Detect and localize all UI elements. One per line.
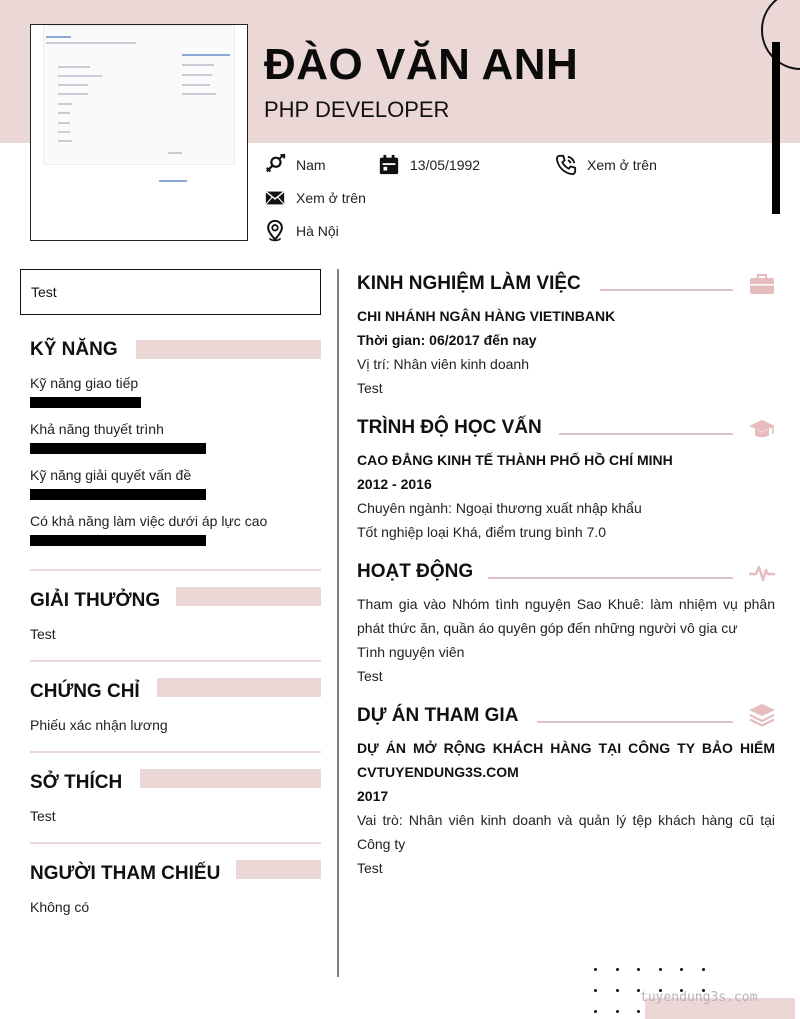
- references-text: Không có: [30, 899, 90, 915]
- decorative-dot: [637, 1010, 640, 1013]
- section-divider: [30, 660, 321, 662]
- hobbies-title-bar: [140, 769, 321, 788]
- awards-text: Test: [30, 626, 56, 642]
- project-name: DỰ ÁN MỞ RỘNG KHÁCH HÀNG TẠI CÔNG TY BẢO HIỂM CVTUYENDUNG3S.COM: [357, 740, 775, 780]
- education-title: TRÌNH ĐỘ HỌC VẤN: [357, 417, 542, 438]
- job-title: PHP DEVELOPER: [264, 97, 450, 122]
- activities-description: Tham gia vào Nhóm tình nguyện Sao Khuê: làm nhiệm vụ phân phát thức ăn, quần áo quyên góp đến những người vô gia cư: [357, 596, 775, 636]
- graduation-cap-icon: [748, 417, 776, 441]
- section-line: [537, 721, 733, 723]
- experience-time: Thời gian: 06/2017 đến nay: [357, 332, 537, 348]
- skill-level-bar: [30, 443, 206, 454]
- phone-icon: [555, 154, 577, 176]
- experience-position: Vị trí: Nhân viên kinh doanh: [357, 356, 529, 372]
- info-phone: [555, 154, 657, 176]
- certificates-title: CHỨNG CHỈ: [30, 681, 150, 703]
- certificates-title-bar: [157, 678, 321, 697]
- briefcase-icon: [748, 272, 776, 296]
- references-title-bar: [236, 860, 321, 879]
- decorative-dot: [616, 968, 619, 971]
- hobbies-text: Test: [30, 808, 56, 824]
- skill-label: Kỹ năng giao tiếp: [30, 375, 139, 391]
- section-line: [600, 289, 733, 291]
- candidate-name: ĐÀO VĂN ANH: [264, 40, 579, 89]
- heartbeat-icon: [748, 561, 776, 585]
- decorative-dot: [616, 1010, 619, 1013]
- education-grade: Tốt nghiệp loại Khá, điểm trung bình 7.0: [357, 524, 607, 540]
- awards-title: GIẢI THƯỞNG: [30, 590, 170, 612]
- skill-label: Có khả năng làm việc dưới áp lực cao: [30, 513, 268, 529]
- decorative-dot: [637, 968, 640, 971]
- calendar-icon: [378, 154, 400, 176]
- skill-label: Kỹ năng giải quyết vấn đề: [30, 467, 192, 483]
- project-year: 2017: [357, 788, 389, 804]
- decorative-dot: [680, 968, 683, 971]
- education-years: 2012 - 2016: [357, 476, 432, 492]
- phone-value: Xem ở trên: [587, 157, 657, 173]
- section-divider: [30, 842, 321, 844]
- activities-role: Tình nguyện viên: [357, 644, 465, 660]
- experience-note: Test: [357, 380, 383, 396]
- experience-company: CHI NHÁNH NGÂN HÀNG VIETINBANK: [357, 308, 616, 324]
- section-divider: [30, 751, 321, 753]
- layers-icon: [748, 703, 776, 727]
- activities-title: HOẠT ĐỘNG: [357, 561, 474, 582]
- gender-value: Nam: [296, 157, 326, 173]
- info-address: [264, 220, 339, 242]
- watermark-text: tuyendung3s.com: [640, 990, 758, 1005]
- column-divider: [337, 269, 339, 977]
- info-birthday: [378, 154, 480, 176]
- skill-level-bar: [30, 489, 206, 500]
- section-line: [488, 577, 733, 579]
- projects-title: DỰ ÁN THAM GIA: [357, 705, 519, 726]
- info-email: [264, 187, 366, 209]
- skill-level-bar: [30, 535, 206, 546]
- profile-photo[interactable]: [30, 24, 248, 241]
- awards-title-bar: [176, 587, 321, 606]
- birthday-value: 13/05/1992: [410, 157, 481, 173]
- email-value: Xem ở trên: [296, 190, 366, 206]
- project-note: Test: [357, 860, 383, 876]
- project-role: Vai trò: Nhân viên kinh doanh và quản lý tệp khách hàng cũ tại Công ty: [357, 812, 775, 852]
- section-divider: [30, 569, 321, 571]
- skills-title: KỸ NĂNG: [30, 339, 128, 361]
- address-value: Hà Nội: [296, 223, 339, 239]
- education-school: CAO ĐẲNG KINH TẾ THÀNH PHỐ HỒ CHÍ MINH: [357, 452, 673, 468]
- info-gender: [264, 154, 326, 176]
- experience-title: KINH NGHIỆM LÀM VIỆC: [357, 273, 581, 294]
- skill-label: Khả năng thuyết trình: [30, 421, 164, 437]
- decorative-bar: [772, 42, 780, 214]
- location-pin-icon: [264, 220, 286, 242]
- hobbies-title: SỞ THÍCH: [30, 772, 132, 794]
- references-title: NGƯỜI THAM CHIẾU: [30, 863, 230, 885]
- activities-note: Test: [357, 668, 383, 684]
- decorative-dot: [594, 1010, 597, 1013]
- decorative-dot: [702, 968, 705, 971]
- certificates-text: Phiếu xác nhận lương: [30, 717, 168, 733]
- education-major: Chuyên ngành: Ngoại thương xuất nhập khẩu: [357, 500, 642, 516]
- decorative-dot: [594, 968, 597, 971]
- section-line: [559, 433, 733, 435]
- skill-level-bar: [30, 397, 141, 408]
- skills-title-bar: [136, 340, 321, 359]
- decorative-dot: [659, 968, 662, 971]
- decorative-dot: [616, 989, 619, 992]
- photo-thumbnail: [43, 25, 235, 165]
- career-objective: Test: [20, 269, 321, 315]
- decorative-dot: [594, 989, 597, 992]
- envelope-icon: [264, 187, 286, 209]
- gender-icon: [264, 154, 286, 176]
